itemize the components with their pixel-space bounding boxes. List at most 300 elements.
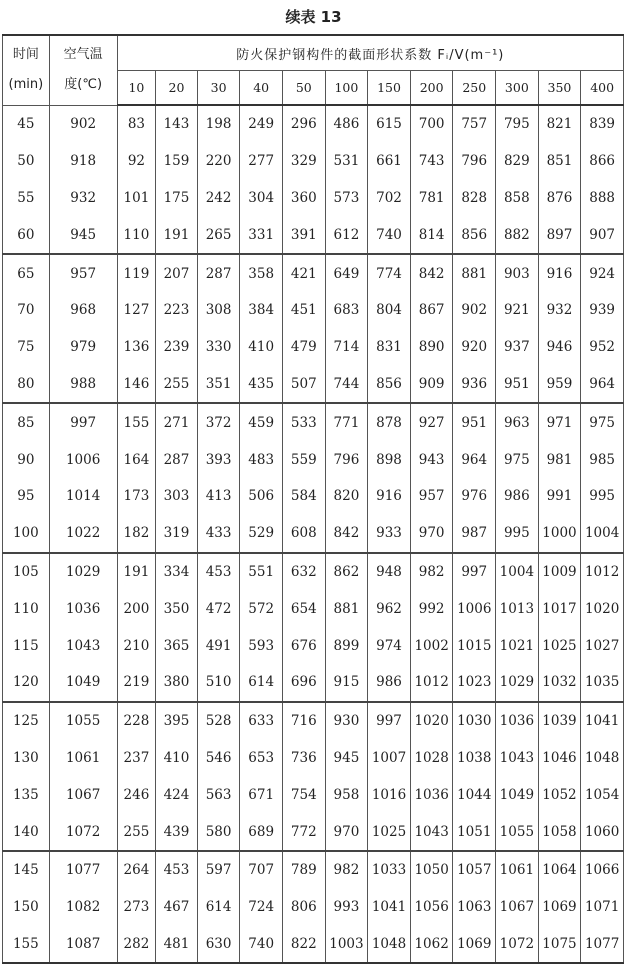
cell-steel-temp: 772	[283, 813, 326, 851]
cell-steel-temp: 242	[197, 180, 240, 217]
header-factor-2: 30	[197, 71, 240, 106]
cell-time: 95	[3, 478, 50, 515]
cell-air-temp: 918	[49, 143, 117, 180]
cell-air-temp: 1077	[49, 851, 117, 889]
cell-time: 65	[3, 254, 50, 292]
cell-steel-temp: 842	[325, 515, 368, 553]
cell-steel-temp: 237	[117, 740, 156, 777]
cell-steel-temp: 528	[197, 702, 240, 740]
table-row	[3, 216, 624, 254]
cell-steel-temp: 453	[156, 851, 198, 889]
cell-steel-temp: 995	[496, 515, 539, 553]
cell-steel-temp: 219	[117, 664, 156, 702]
cell-steel-temp: 1072	[496, 926, 539, 964]
cell-steel-temp: 529	[240, 515, 283, 553]
cell-steel-temp: 683	[325, 292, 368, 329]
cell-steel-temp: 1016	[368, 776, 411, 813]
cell-steel-temp: 1020	[581, 590, 624, 627]
cell-steel-temp: 101	[117, 180, 156, 217]
cell-steel-temp: 1033	[368, 851, 411, 889]
cell-air-temp: 957	[49, 254, 117, 292]
cell-steel-temp: 943	[410, 441, 453, 478]
cell-steel-temp: 308	[197, 292, 240, 329]
cell-steel-temp: 110	[117, 216, 156, 254]
cell-time: 85	[3, 403, 50, 441]
cell-steel-temp: 948	[368, 553, 411, 591]
cell-steel-temp: 970	[410, 515, 453, 553]
cell-steel-temp: 614	[197, 889, 240, 926]
cell-steel-temp: 696	[283, 664, 326, 702]
cell-steel-temp: 915	[325, 664, 368, 702]
cell-steel-temp: 829	[496, 143, 539, 180]
cell-steel-temp: 724	[240, 889, 283, 926]
cell-steel-temp: 781	[410, 180, 453, 217]
table-row	[3, 478, 624, 515]
cell-steel-temp: 175	[156, 180, 198, 217]
cell-time: 100	[3, 515, 50, 553]
cell-steel-temp: 143	[156, 105, 198, 143]
cell-steel-temp: 1000	[538, 515, 581, 553]
cell-steel-temp: 744	[325, 366, 368, 404]
cell-steel-temp: 976	[453, 478, 496, 515]
cell-steel-temp: 393	[197, 441, 240, 478]
cell-steel-temp: 903	[496, 254, 539, 292]
cell-steel-temp: 982	[410, 553, 453, 591]
cell-time: 150	[3, 889, 50, 926]
cell-steel-temp: 962	[368, 590, 411, 627]
table-row	[3, 813, 624, 851]
cell-steel-temp: 1075	[538, 926, 581, 964]
cell-steel-temp: 700	[410, 105, 453, 143]
cell-steel-temp: 1052	[538, 776, 581, 813]
cell-steel-temp: 707	[240, 851, 283, 889]
cell-steel-temp: 1017	[538, 590, 581, 627]
cell-steel-temp: 1077	[581, 926, 624, 964]
cell-steel-temp: 921	[496, 292, 539, 329]
cell-steel-temp: 614	[240, 664, 283, 702]
header-factor-9: 300	[496, 71, 539, 106]
cell-steel-temp: 597	[197, 851, 240, 889]
cell-steel-temp: 350	[156, 590, 198, 627]
cell-steel-temp: 806	[283, 889, 326, 926]
cell-steel-temp: 821	[538, 105, 581, 143]
cell-steel-temp: 265	[197, 216, 240, 254]
table-row	[3, 366, 624, 404]
cell-steel-temp: 1066	[581, 851, 624, 889]
cell-steel-temp: 1003	[325, 926, 368, 964]
cell-steel-temp: 796	[453, 143, 496, 180]
cell-steel-temp: 198	[197, 105, 240, 143]
cell-steel-temp: 1007	[368, 740, 411, 777]
cell-steel-temp: 83	[117, 105, 156, 143]
cell-steel-temp: 546	[197, 740, 240, 777]
cell-air-temp: 945	[49, 216, 117, 254]
table-row	[3, 515, 624, 553]
cell-steel-temp: 1012	[410, 664, 453, 702]
cell-steel-temp: 1025	[538, 627, 581, 664]
cell-air-temp: 997	[49, 403, 117, 441]
cell-steel-temp: 951	[496, 366, 539, 404]
cell-steel-temp: 1063	[453, 889, 496, 926]
cell-steel-temp: 630	[197, 926, 240, 964]
cell-steel-temp: 820	[325, 478, 368, 515]
cell-steel-temp: 822	[283, 926, 326, 964]
cell-steel-temp: 334	[156, 553, 198, 591]
cell-steel-temp: 1004	[581, 515, 624, 553]
cell-steel-temp: 740	[368, 216, 411, 254]
cell-steel-temp: 986	[496, 478, 539, 515]
cell-time: 105	[3, 553, 50, 591]
cell-steel-temp: 890	[410, 329, 453, 366]
cell-steel-temp: 862	[325, 553, 368, 591]
cell-steel-temp: 612	[325, 216, 368, 254]
cell-air-temp: 1087	[49, 926, 117, 964]
table-row	[3, 664, 624, 702]
cell-steel-temp: 572	[240, 590, 283, 627]
table-row	[3, 740, 624, 777]
cell-steel-temp: 380	[156, 664, 198, 702]
table-row	[3, 143, 624, 180]
cell-steel-temp: 927	[410, 403, 453, 441]
cell-steel-temp: 916	[368, 478, 411, 515]
cell-steel-temp: 964	[581, 366, 624, 404]
cell-steel-temp: 997	[453, 553, 496, 591]
cell-steel-temp: 451	[283, 292, 326, 329]
cell-steel-temp: 351	[197, 366, 240, 404]
cell-steel-temp: 303	[156, 478, 198, 515]
cell-steel-temp: 689	[240, 813, 283, 851]
cell-steel-temp: 1069	[538, 889, 581, 926]
cell-steel-temp: 329	[283, 143, 326, 180]
cell-steel-temp: 981	[538, 441, 581, 478]
cell-steel-temp: 1055	[496, 813, 539, 851]
cell-steel-temp: 974	[368, 627, 411, 664]
cell-steel-temp: 384	[240, 292, 283, 329]
cell-steel-temp: 856	[453, 216, 496, 254]
cell-air-temp: 1006	[49, 441, 117, 478]
cell-steel-temp: 716	[283, 702, 326, 740]
cell-steel-temp: 991	[538, 478, 581, 515]
cell-steel-temp: 814	[410, 216, 453, 254]
cell-steel-temp: 958	[325, 776, 368, 813]
cell-steel-temp: 653	[240, 740, 283, 777]
cell-steel-temp: 1064	[538, 851, 581, 889]
cell-steel-temp: 1036	[496, 702, 539, 740]
header-factor-4: 50	[283, 71, 326, 106]
cell-air-temp: 1022	[49, 515, 117, 553]
header-factor-6: 150	[368, 71, 411, 106]
cell-steel-temp: 1021	[496, 627, 539, 664]
header-factor-0: 10	[117, 71, 156, 106]
cell-steel-temp: 881	[325, 590, 368, 627]
cell-air-temp: 1061	[49, 740, 117, 777]
cell-air-temp: 1036	[49, 590, 117, 627]
cell-steel-temp: 888	[581, 180, 624, 217]
table-row	[3, 590, 624, 627]
cell-steel-temp: 246	[117, 776, 156, 813]
cell-steel-temp: 1004	[496, 553, 539, 591]
cell-time: 140	[3, 813, 50, 851]
cell-steel-temp: 1041	[581, 702, 624, 740]
cell-steel-temp: 970	[325, 813, 368, 851]
cell-steel-temp: 410	[156, 740, 198, 777]
table-row	[3, 329, 624, 366]
cell-steel-temp: 661	[368, 143, 411, 180]
cell-steel-temp: 771	[325, 403, 368, 441]
cell-steel-temp: 997	[368, 702, 411, 740]
cell-steel-temp: 1049	[496, 776, 539, 813]
cell-time: 145	[3, 851, 50, 889]
cell-steel-temp: 510	[197, 664, 240, 702]
cell-steel-temp: 876	[538, 180, 581, 217]
cell-steel-temp: 424	[156, 776, 198, 813]
cell-steel-temp: 228	[117, 702, 156, 740]
cell-steel-temp: 951	[453, 403, 496, 441]
cell-steel-temp: 828	[453, 180, 496, 217]
cell-steel-temp: 410	[240, 329, 283, 366]
table-row	[3, 441, 624, 478]
cell-steel-temp: 1039	[538, 702, 581, 740]
cell-steel-temp: 916	[538, 254, 581, 292]
cell-steel-temp: 909	[410, 366, 453, 404]
cell-steel-temp: 472	[197, 590, 240, 627]
cell-steel-temp: 207	[156, 254, 198, 292]
cell-time: 155	[3, 926, 50, 964]
cell-steel-temp: 882	[496, 216, 539, 254]
cell-steel-temp: 902	[453, 292, 496, 329]
cell-steel-temp: 851	[538, 143, 581, 180]
cell-steel-temp: 795	[496, 105, 539, 143]
cell-steel-temp: 1030	[453, 702, 496, 740]
table-row	[3, 627, 624, 664]
cell-steel-temp: 937	[496, 329, 539, 366]
cell-steel-temp: 649	[325, 254, 368, 292]
cell-steel-temp: 413	[197, 478, 240, 515]
cell-steel-temp: 774	[368, 254, 411, 292]
cell-steel-temp: 964	[453, 441, 496, 478]
cell-steel-temp: 319	[156, 515, 198, 553]
table-row	[3, 180, 624, 217]
cell-steel-temp: 507	[283, 366, 326, 404]
cell-steel-temp: 789	[283, 851, 326, 889]
cell-steel-temp: 395	[156, 702, 198, 740]
cell-steel-temp: 1061	[496, 851, 539, 889]
cell-steel-temp: 491	[197, 627, 240, 664]
header-air-temp-label: 空气温	[63, 47, 103, 63]
cell-steel-temp: 483	[240, 441, 283, 478]
cell-steel-temp: 754	[283, 776, 326, 813]
cell-steel-temp: 531	[325, 143, 368, 180]
cell-steel-temp: 1028	[410, 740, 453, 777]
cell-steel-temp: 743	[410, 143, 453, 180]
cell-steel-temp: 867	[410, 292, 453, 329]
cell-steel-temp: 255	[117, 813, 156, 851]
cell-steel-temp: 856	[368, 366, 411, 404]
cell-steel-temp: 459	[240, 403, 283, 441]
cell-steel-temp: 433	[197, 515, 240, 553]
cell-steel-temp: 1023	[453, 664, 496, 702]
cell-steel-temp: 1056	[410, 889, 453, 926]
cell-steel-temp: 159	[156, 143, 198, 180]
cell-steel-temp: 1032	[538, 664, 581, 702]
cell-steel-temp: 563	[197, 776, 240, 813]
cell-air-temp: 1029	[49, 553, 117, 591]
cell-air-temp: 968	[49, 292, 117, 329]
cell-steel-temp: 1048	[581, 740, 624, 777]
cell-steel-temp: 992	[410, 590, 453, 627]
cell-steel-temp: 982	[325, 851, 368, 889]
cell-steel-temp: 453	[197, 553, 240, 591]
cell-steel-temp: 1048	[368, 926, 411, 964]
cell-steel-temp: 271	[156, 403, 198, 441]
cell-air-temp: 1072	[49, 813, 117, 851]
cell-steel-temp: 1069	[453, 926, 496, 964]
cell-steel-temp: 273	[117, 889, 156, 926]
cell-time: 75	[3, 329, 50, 366]
cell-time: 135	[3, 776, 50, 813]
cell-steel-temp: 220	[197, 143, 240, 180]
header-air-temp	[49, 35, 117, 105]
cell-steel-temp: 952	[581, 329, 624, 366]
cell-steel-temp: 365	[156, 627, 198, 664]
cell-steel-temp: 939	[581, 292, 624, 329]
cell-air-temp: 1043	[49, 627, 117, 664]
cell-steel-temp: 1050	[410, 851, 453, 889]
cell-steel-temp: 615	[368, 105, 411, 143]
cell-steel-temp: 1058	[538, 813, 581, 851]
cell-steel-temp: 985	[581, 441, 624, 478]
table-row	[3, 851, 624, 889]
cell-steel-temp: 249	[240, 105, 283, 143]
cell-steel-temp: 1043	[410, 813, 453, 851]
cell-air-temp: 1067	[49, 776, 117, 813]
cell-steel-temp: 975	[581, 403, 624, 441]
cell-steel-temp: 963	[496, 403, 539, 441]
cell-steel-temp: 1002	[410, 627, 453, 664]
cell-steel-temp: 264	[117, 851, 156, 889]
cell-steel-temp: 1027	[581, 627, 624, 664]
cell-steel-temp: 173	[117, 478, 156, 515]
cell-steel-temp: 533	[283, 403, 326, 441]
cell-steel-temp: 946	[538, 329, 581, 366]
header-time-unit: (min)	[8, 77, 44, 93]
cell-time: 130	[3, 740, 50, 777]
cell-steel-temp: 881	[453, 254, 496, 292]
cell-steel-temp: 1054	[581, 776, 624, 813]
cell-steel-temp: 936	[453, 366, 496, 404]
header-time	[3, 35, 50, 105]
cell-steel-temp: 486	[325, 105, 368, 143]
cell-steel-temp: 200	[117, 590, 156, 627]
cell-steel-temp: 1043	[496, 740, 539, 777]
cell-steel-temp: 987	[453, 515, 496, 553]
cell-steel-temp: 932	[538, 292, 581, 329]
cell-steel-temp: 223	[156, 292, 198, 329]
cell-time: 45	[3, 105, 50, 143]
cell-steel-temp: 1009	[538, 553, 581, 591]
cell-steel-temp: 897	[538, 216, 581, 254]
cell-steel-temp: 391	[283, 216, 326, 254]
cell-steel-temp: 210	[117, 627, 156, 664]
cell-steel-temp: 1006	[453, 590, 496, 627]
cell-steel-temp: 435	[240, 366, 283, 404]
header-time-label: 时间	[12, 47, 39, 63]
cell-time: 115	[3, 627, 50, 664]
cell-steel-temp: 1012	[581, 553, 624, 591]
cell-time: 80	[3, 366, 50, 404]
cell-steel-temp: 858	[496, 180, 539, 217]
cell-steel-temp: 287	[156, 441, 198, 478]
header-factor-10: 350	[538, 71, 581, 106]
cell-steel-temp: 702	[368, 180, 411, 217]
cell-steel-temp: 1041	[368, 889, 411, 926]
header-air-temp-unit: 度(℃)	[64, 77, 103, 93]
cell-steel-temp: 1013	[496, 590, 539, 627]
cell-steel-temp: 995	[581, 478, 624, 515]
cell-steel-temp: 957	[410, 478, 453, 515]
cell-steel-temp: 986	[368, 664, 411, 702]
header-factor-5: 100	[325, 71, 368, 106]
cell-steel-temp: 924	[581, 254, 624, 292]
cell-steel-temp: 1025	[368, 813, 411, 851]
cell-steel-temp: 481	[156, 926, 198, 964]
cell-steel-temp: 439	[156, 813, 198, 851]
cell-steel-temp: 878	[368, 403, 411, 441]
cell-steel-temp: 866	[581, 143, 624, 180]
cell-steel-temp: 714	[325, 329, 368, 366]
cell-steel-temp: 360	[283, 180, 326, 217]
cell-steel-temp: 296	[283, 105, 326, 143]
cell-steel-temp: 580	[197, 813, 240, 851]
cell-air-temp: 1014	[49, 478, 117, 515]
cell-steel-temp: 975	[496, 441, 539, 478]
cell-air-temp: 979	[49, 329, 117, 366]
cell-steel-temp: 920	[453, 329, 496, 366]
cell-steel-temp: 287	[197, 254, 240, 292]
cell-air-temp: 932	[49, 180, 117, 217]
cell-steel-temp: 1035	[581, 664, 624, 702]
cell-steel-temp: 736	[283, 740, 326, 777]
cell-steel-temp: 551	[240, 553, 283, 591]
cell-steel-temp: 506	[240, 478, 283, 515]
cell-time: 110	[3, 590, 50, 627]
cell-steel-temp: 1015	[453, 627, 496, 664]
table-row	[3, 889, 624, 926]
cell-steel-temp: 239	[156, 329, 198, 366]
header-factor-3: 40	[240, 71, 283, 106]
table-row	[3, 776, 624, 813]
cell-steel-temp: 633	[240, 702, 283, 740]
header-factor-1: 20	[156, 71, 198, 106]
cell-steel-temp: 372	[197, 403, 240, 441]
cell-steel-temp: 971	[538, 403, 581, 441]
cell-steel-temp: 907	[581, 216, 624, 254]
table-row	[3, 403, 624, 441]
cell-steel-temp: 191	[117, 553, 156, 591]
cell-steel-temp: 899	[325, 627, 368, 664]
cell-steel-temp: 993	[325, 889, 368, 926]
cell-steel-temp: 255	[156, 366, 198, 404]
cell-steel-temp: 304	[240, 180, 283, 217]
cell-steel-temp: 119	[117, 254, 156, 292]
cell-steel-temp: 155	[117, 403, 156, 441]
cell-steel-temp: 804	[368, 292, 411, 329]
cell-steel-temp: 559	[283, 441, 326, 478]
cell-steel-temp: 608	[283, 515, 326, 553]
cell-steel-temp: 1046	[538, 740, 581, 777]
cell-steel-temp: 796	[325, 441, 368, 478]
cell-steel-temp: 898	[368, 441, 411, 478]
